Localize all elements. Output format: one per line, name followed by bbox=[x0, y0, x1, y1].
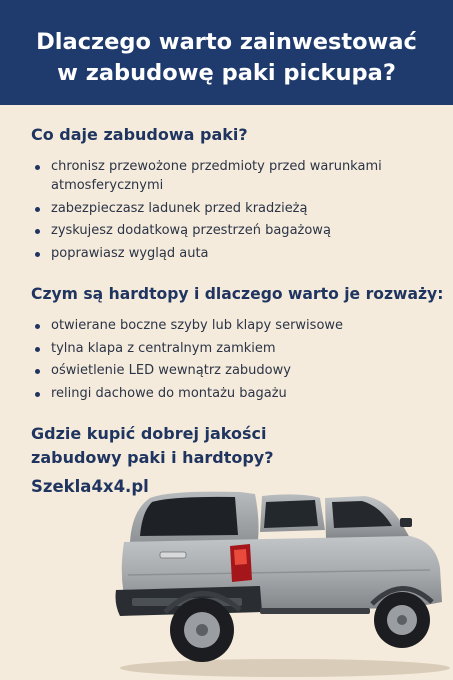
pickup-truck-image bbox=[110, 480, 453, 680]
title-banner bbox=[0, 0, 453, 105]
rear-hub bbox=[196, 624, 208, 636]
front-hub bbox=[397, 615, 407, 625]
list-item: tylna klapa z centralnym zamkiem bbox=[32, 339, 432, 358]
list-item: otwierane boczne szyby lub klapy serwisowe bbox=[32, 316, 432, 335]
website-name: Szekla4x4.pl bbox=[31, 477, 149, 496]
canopy-side-window bbox=[264, 500, 318, 528]
list-item: zabezpieczasz ladunek przed kradzieżą bbox=[32, 199, 432, 218]
tailgate-handle bbox=[160, 552, 186, 558]
canopy-rear-window bbox=[140, 497, 238, 536]
tail-light-lens bbox=[234, 549, 247, 565]
hardtop-features-list bbox=[32, 316, 432, 406]
where-to-buy-line-2: zabudowy paki i hardtopy? bbox=[31, 448, 274, 467]
list-item: relingi dachowe do montażu bagażu bbox=[32, 384, 432, 403]
side-mirror bbox=[400, 518, 412, 527]
page-title-line-2: w zabudowę paki pickupa? bbox=[57, 60, 396, 86]
section-heading-hardtops: Czym są hardtopy i dlaczego warto je rozważy: bbox=[31, 285, 444, 303]
list-item: poprawiasz wygląd auta bbox=[32, 244, 432, 263]
list-item: oświetlenie LED wewnątrz zabudowy bbox=[32, 361, 432, 380]
where-to-buy-line-1: Gdzie kupić dobrej jakości bbox=[31, 424, 267, 443]
section-heading-where-to-buy bbox=[31, 422, 274, 470]
list-item: zyskujesz dodatkową przestrzeń bagażową bbox=[32, 221, 432, 240]
benefits-list bbox=[32, 157, 432, 266]
ground-shadow bbox=[120, 659, 450, 677]
section-heading-benefits: Co daje zabudowa paki? bbox=[31, 125, 248, 144]
list-item: chronisz przewożone przedmioty przed warunkami atmosferycznymi bbox=[32, 157, 432, 195]
side-step bbox=[260, 608, 370, 614]
page-title-line-1: Dlaczego warto zainwestować bbox=[36, 29, 417, 55]
